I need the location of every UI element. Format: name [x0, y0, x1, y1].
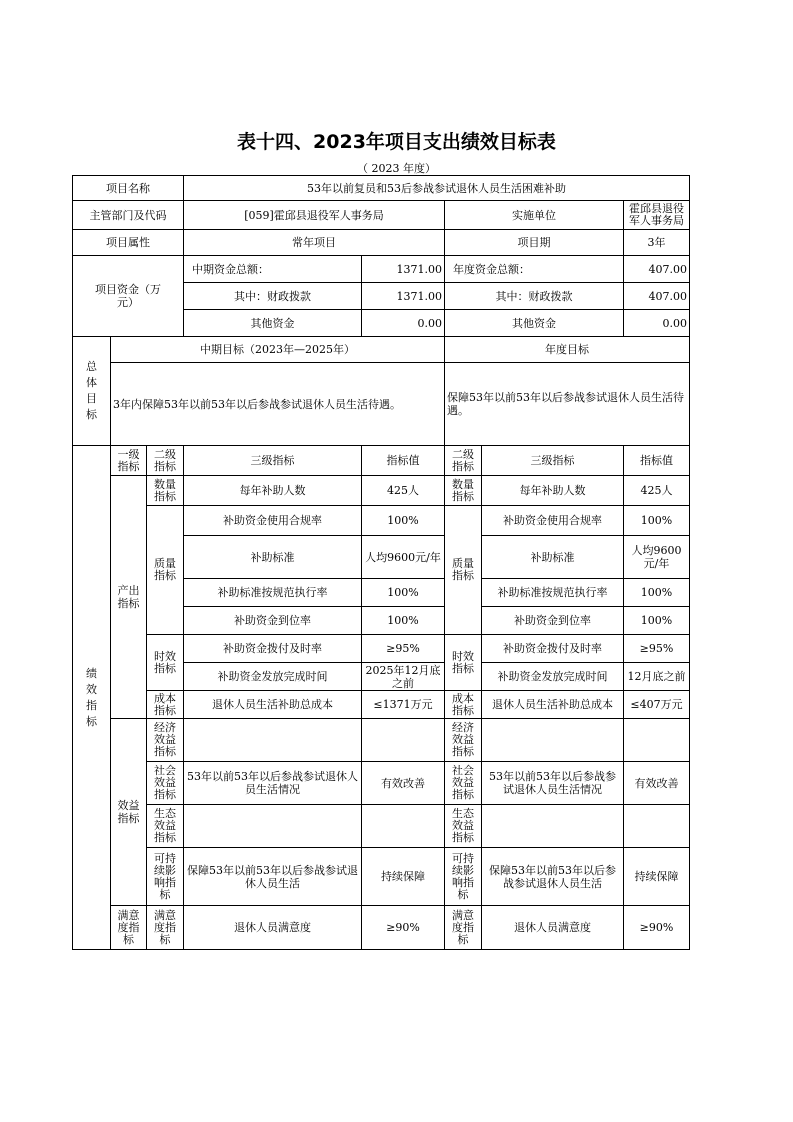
- cost-label: 成本指标: [147, 691, 184, 719]
- year-fiscal-label: 其中：财政拨款: [445, 283, 624, 310]
- year-t2-val: 12月底之前: [624, 663, 690, 691]
- satisfaction2-label: 满意度指标: [147, 906, 184, 950]
- year-fiscal: 407.00: [624, 283, 690, 310]
- year-ql3-val: 100%: [624, 579, 690, 607]
- year-q1-val: 425人: [624, 476, 690, 506]
- mid-s1-val: 有效改善: [362, 762, 445, 805]
- social-label: 社会效益指标: [147, 762, 184, 805]
- mid-ql1-val: 100%: [362, 506, 445, 536]
- mid-goal-header: 中期目标（2023年—2025年）: [111, 337, 445, 363]
- quality-label-year: 质量指标: [445, 506, 482, 635]
- perf-label-text: 绩效指标: [86, 666, 97, 728]
- year-ql1-val: 100%: [624, 506, 690, 536]
- h-level3: 三级指标: [184, 446, 362, 476]
- attr-label: 项目属性: [73, 230, 184, 256]
- h-value: 指标值: [362, 446, 445, 476]
- year-t1-name: 补助资金拨付及时率: [482, 635, 624, 663]
- economic-label: 经济效益指标: [147, 719, 184, 762]
- mid-total: 1371.00: [362, 256, 445, 283]
- mid-ecological-val: [362, 805, 445, 848]
- effect-label: 效益指标: [111, 719, 147, 906]
- impl-value: 霍邱县退役军人事务局: [624, 201, 690, 230]
- mid-ql3-name: 补助标准按规范执行率: [184, 579, 362, 607]
- year-ql4-name: 补助资金到位率: [482, 607, 624, 635]
- satisfaction-label: 满意度指标: [111, 906, 147, 950]
- year-economic-name: [482, 719, 624, 762]
- year-ecological-val: [624, 805, 690, 848]
- mid-t2-val: 2025年12月底之前: [362, 663, 445, 691]
- perf-label: [73, 446, 111, 950]
- goals-label-text: 总体目标: [86, 360, 97, 421]
- goals-label: [73, 337, 111, 446]
- year-su1-name: 保障53年以前53年以后参战参试退休人员生活: [482, 848, 624, 906]
- performance-table: [72, 175, 690, 950]
- year-other: 0.00: [624, 310, 690, 337]
- year-s1-name: 53年以前53年以后参战参试退休人员生活情况: [482, 762, 624, 805]
- impl-label: 实施单位: [445, 201, 624, 230]
- dept-value: [059]霍邱县退役军人事务局: [184, 201, 445, 230]
- mid-sa1-val: ≥90%: [362, 906, 445, 950]
- mid-ql1-name: 补助资金使用合规率: [184, 506, 362, 536]
- year-total-label: 年度资金总额：: [445, 256, 624, 283]
- mid-c1-val: ≤1371万元: [362, 691, 445, 719]
- fund-label: [73, 256, 184, 337]
- h-level2-year: 二级指标: [445, 446, 482, 476]
- mid-ql4-val: 100%: [362, 607, 445, 635]
- mid-t1-name: 补助资金拨付及时率: [184, 635, 362, 663]
- mid-total-label: 中期资金总额：: [184, 256, 362, 283]
- year-total: 407.00: [624, 256, 690, 283]
- mid-fiscal: 1371.00: [362, 283, 445, 310]
- year-t1-val: ≥95%: [624, 635, 690, 663]
- mid-economic-name: [184, 719, 362, 762]
- year-s1-val: 有效改善: [624, 762, 690, 805]
- project-name: 53年以前复员和53后参战参试退休人员生活困难补助: [184, 176, 690, 201]
- fund-label-text: 项目资金（万元）: [95, 283, 161, 309]
- year-ql2-name: 补助标准: [482, 536, 624, 579]
- page-title: 表十四、2023年项目支出绩效目标表: [237, 131, 556, 153]
- h-level1: 一级指标: [111, 446, 147, 476]
- year-c1-name: 退休人员生活补助总成本: [482, 691, 624, 719]
- year-su1-val: 持续保障: [624, 848, 690, 906]
- year-sa1-val: ≥90%: [624, 906, 690, 950]
- year-ql1-name: 补助资金使用合规率: [482, 506, 624, 536]
- year-ql4-val: 100%: [624, 607, 690, 635]
- year-sa1-name: 退休人员满意度: [482, 906, 624, 950]
- economic-label-year: 经济效益指标: [445, 719, 482, 762]
- mid-q1-val: 425人: [362, 476, 445, 506]
- year-economic-val: [624, 719, 690, 762]
- sustainable-label-year: 可持续影响指标: [445, 848, 482, 906]
- h-level2: 二级指标: [147, 446, 184, 476]
- timeliness-label: 时效指标: [147, 635, 184, 691]
- quantity-label-year: 数量指标: [445, 476, 482, 506]
- quality-label: 质量指标: [147, 506, 184, 635]
- year-goal-header: 年度目标: [445, 337, 690, 363]
- mid-q1-name: 每年补助人数: [184, 476, 362, 506]
- quantity-label: 数量指标: [147, 476, 184, 506]
- mid-c1-name: 退休人员生活补助总成本: [184, 691, 362, 719]
- mid-s1-name: 53年以前53年以后参战参试退休人员生活情况: [184, 762, 362, 805]
- period-value: 3年: [624, 230, 690, 256]
- year-t2-name: 补助资金发放完成时间: [482, 663, 624, 691]
- year-ecological-name: [482, 805, 624, 848]
- mid-other: 0.00: [362, 310, 445, 337]
- mid-su1-name: 保障53年以前53年以后参战参试退休人员生活: [184, 848, 362, 906]
- h-value-year: 指标值: [624, 446, 690, 476]
- sustainable-label: 可持续影响指标: [147, 848, 184, 906]
- mid-ql2-val: 人均9600元/年: [362, 536, 445, 579]
- year-q1-name: 每年补助人数: [482, 476, 624, 506]
- mid-ecological-name: [184, 805, 362, 848]
- output-label: 产出指标: [111, 476, 147, 719]
- period-label: 项目期: [445, 230, 624, 256]
- cost-label-year: 成本指标: [445, 691, 482, 719]
- mid-other-label: 其他资金: [184, 310, 362, 337]
- project-name-label: 项目名称: [73, 176, 184, 201]
- mid-goal-text: 3年内保障53年以前53年以后参战参试退休人员生活待遇。: [111, 363, 445, 446]
- year-goal-text: 保障53年以前53年以后参战参试退休人员生活待遇。: [445, 363, 690, 446]
- h-level3-year: 三级指标: [482, 446, 624, 476]
- mid-fiscal-label: 其中：财政拨款: [184, 283, 362, 310]
- timeliness-label-year: 时效指标: [445, 635, 482, 691]
- dept-label: 主管部门及代码: [73, 201, 184, 230]
- year-ql2-val: 人均9600元/年: [624, 536, 690, 579]
- mid-sa1-name: 退休人员满意度: [184, 906, 362, 950]
- year-other-label: 其他资金: [445, 310, 624, 337]
- mid-su1-val: 持续保障: [362, 848, 445, 906]
- year-c1-val: ≤407万元: [624, 691, 690, 719]
- satisfaction2-label-year: 满意度指标: [445, 906, 482, 950]
- mid-t1-val: ≥95%: [362, 635, 445, 663]
- mid-ql4-name: 补助资金到位率: [184, 607, 362, 635]
- attr-value: 常年项目: [184, 230, 445, 256]
- mid-t2-name: 补助资金发放完成时间: [184, 663, 362, 691]
- mid-ql3-val: 100%: [362, 579, 445, 607]
- year-ql3-name: 补助标准按规范执行率: [482, 579, 624, 607]
- mid-ql2-name: 补助标准: [184, 536, 362, 579]
- year-line: （ 2023 年度）: [357, 162, 436, 175]
- ecological-label: 生态效益指标: [147, 805, 184, 848]
- mid-economic-val: [362, 719, 445, 762]
- ecological-label-year: 生态效益指标: [445, 805, 482, 848]
- social-label-year: 社会效益指标: [445, 762, 482, 805]
